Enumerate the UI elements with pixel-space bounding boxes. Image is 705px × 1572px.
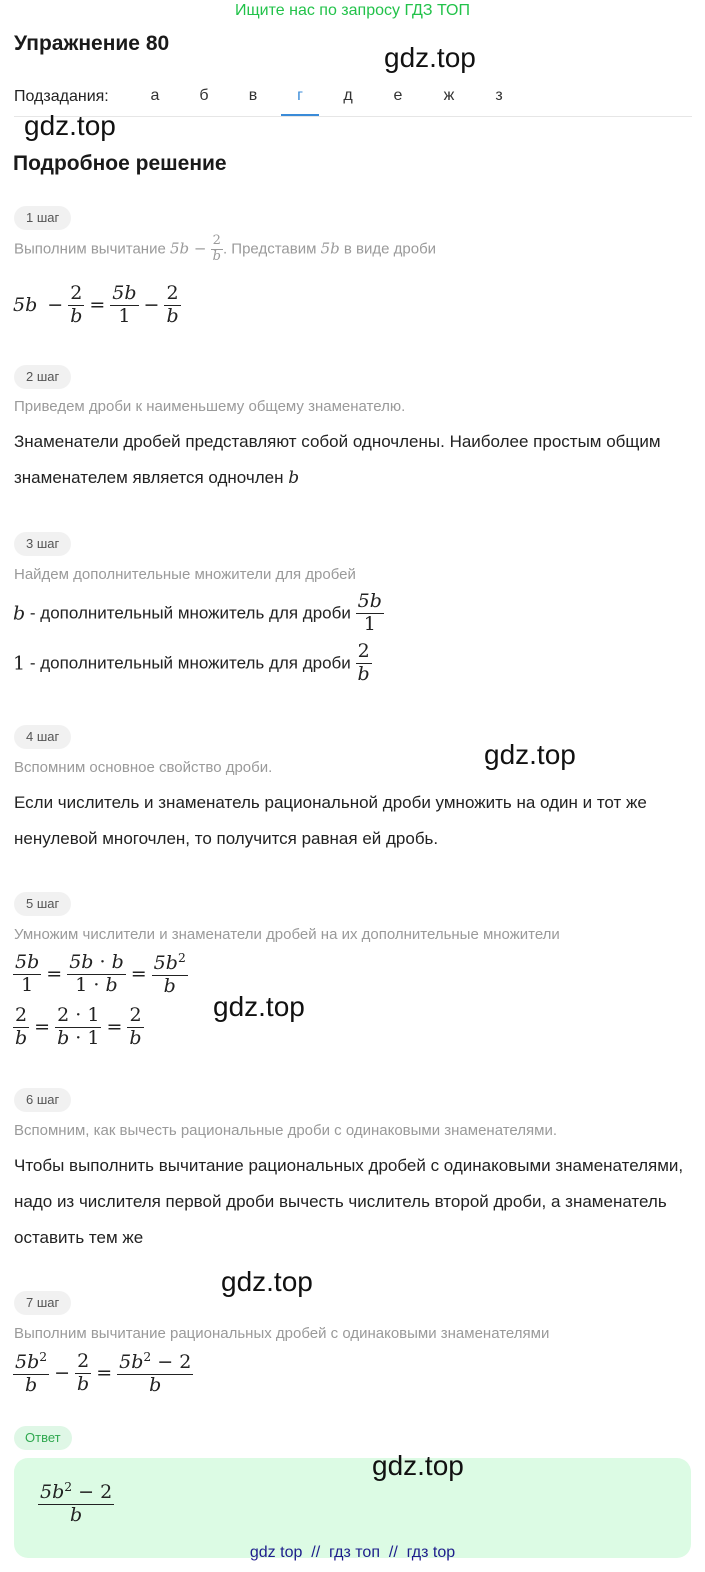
exercise-title: Упражнение 80 [14,32,170,55]
step-text: Чтобы выполнить вычитание рациональных дробей с одинаковыми знаменателями, надо из числителя первой дроби вычесть числитель второй дроби, а знаменатель оставить тем же [14,1156,684,1247]
math-fraction: $\frac{2}{b}$ [212,233,221,264]
step-equation: $\frac{5b^2}{b}$ − $\frac{2}{b}$ = $\frac{5b^2 - 2}{b}$ [15,1349,192,1396]
hint-text: . Представим [222,240,317,258]
tab-e[interactable]: е [393,87,403,104]
step-badge: 6 шаг [14,1088,71,1112]
step-hint: Приведем дроби к наименьшему общему знаменателю. [14,398,406,415]
step-badge: 7 шаг [14,1291,71,1315]
step-hint: Выполним вычитание рациональных дробей с одинаковыми знаменателями [14,1325,550,1342]
watermark: gdz.top [484,739,576,770]
top-banner[interactable]: Ищите нас по запросу ГДЗ ТОП [235,2,470,19]
step-hint: Вспомним основное свойство дроби. [14,759,273,776]
multiplier-text: - дополнительный множитель для дроби [29,603,351,623]
tab-zh[interactable]: ж [443,87,455,104]
multiplier-text: - дополнительный множитель для дроби [29,653,351,673]
step-badge: 3 шаг [14,532,71,556]
subtasks-label: Подзадания: [14,88,109,105]
section-title: Подробное решение [13,152,227,175]
math: b [288,468,300,488]
step-hint: Вспомним, как вычесть рациональные дроби с одинаковыми знаменателями. [14,1122,558,1139]
step-badge: 4 шаг [14,725,71,749]
answer-box [14,1458,691,1558]
multiplier-line: b - дополнительный множитель для дроби $\frac{5b}{1}$ [13,590,382,635]
step-hint: Умножим числители и знаменатели дробей на их дополнительные множители [14,926,560,943]
math: 5b − [169,239,207,258]
step-text [14,424,694,496]
footer-links[interactable]: gdz top // гдз топ // гдз top [249,1544,456,1561]
step-hint [14,234,436,265]
step-badge: 2 шаг [14,365,71,389]
answer-equation: $\frac{5b^2 - 2}{b}$ [40,1480,113,1526]
watermark: gdz.top [221,1266,313,1297]
step-equation: 5b − $\frac{2}{b}$ = $\frac{5b}{1}$ − $\frac{2}{b}$ [13,282,179,327]
watermark: gdz.top [213,991,305,1022]
step-equation: $\frac{5b}{1}$ = $\frac{5b \cdot b}{1 \cdot b}$ = $\frac{5b^2}{b}$ [15,950,186,997]
watermark: gdz.top [384,42,476,73]
multiplier-line: 1 - дополнительный множитель для дроби $\frac{2}{b}$ [13,640,370,685]
watermark: gdz.top [24,110,116,141]
step-text: Если числитель и знаменатель рациональной дроби умножить на один и тот же ненулевой многочлен, то получится равная ей дробь. [14,793,647,848]
tab-v[interactable]: в [248,87,258,104]
step-equation: $\frac{2}{b}$ = $\frac{2 \cdot 1}{b \cdot 1}$ = $\frac{2}{b}$ [15,1004,142,1049]
tab-b[interactable]: б [199,87,209,104]
tab-d[interactable]: д [343,87,353,104]
step-badge: 1 шаг [14,206,71,230]
hint-text: в виде дроби [343,240,437,258]
math: 5b [320,239,340,258]
tab-a[interactable]: а [150,87,160,104]
watermark: gdz.top [372,1450,464,1481]
tab-z[interactable]: з [495,87,503,104]
tab-g-active[interactable]: г [281,86,319,116]
step-text-content: Знаменатели дробей представляют собой одночлены. Наиболее простым общим знаменателем является одночлен [14,432,661,487]
step-badge: 5 шаг [14,892,71,916]
answer-badge: Ответ [14,1426,72,1450]
hint-text: Выполним вычитание [14,240,166,258]
step-hint: Найдем дополнительные множители для дробей [14,566,356,583]
